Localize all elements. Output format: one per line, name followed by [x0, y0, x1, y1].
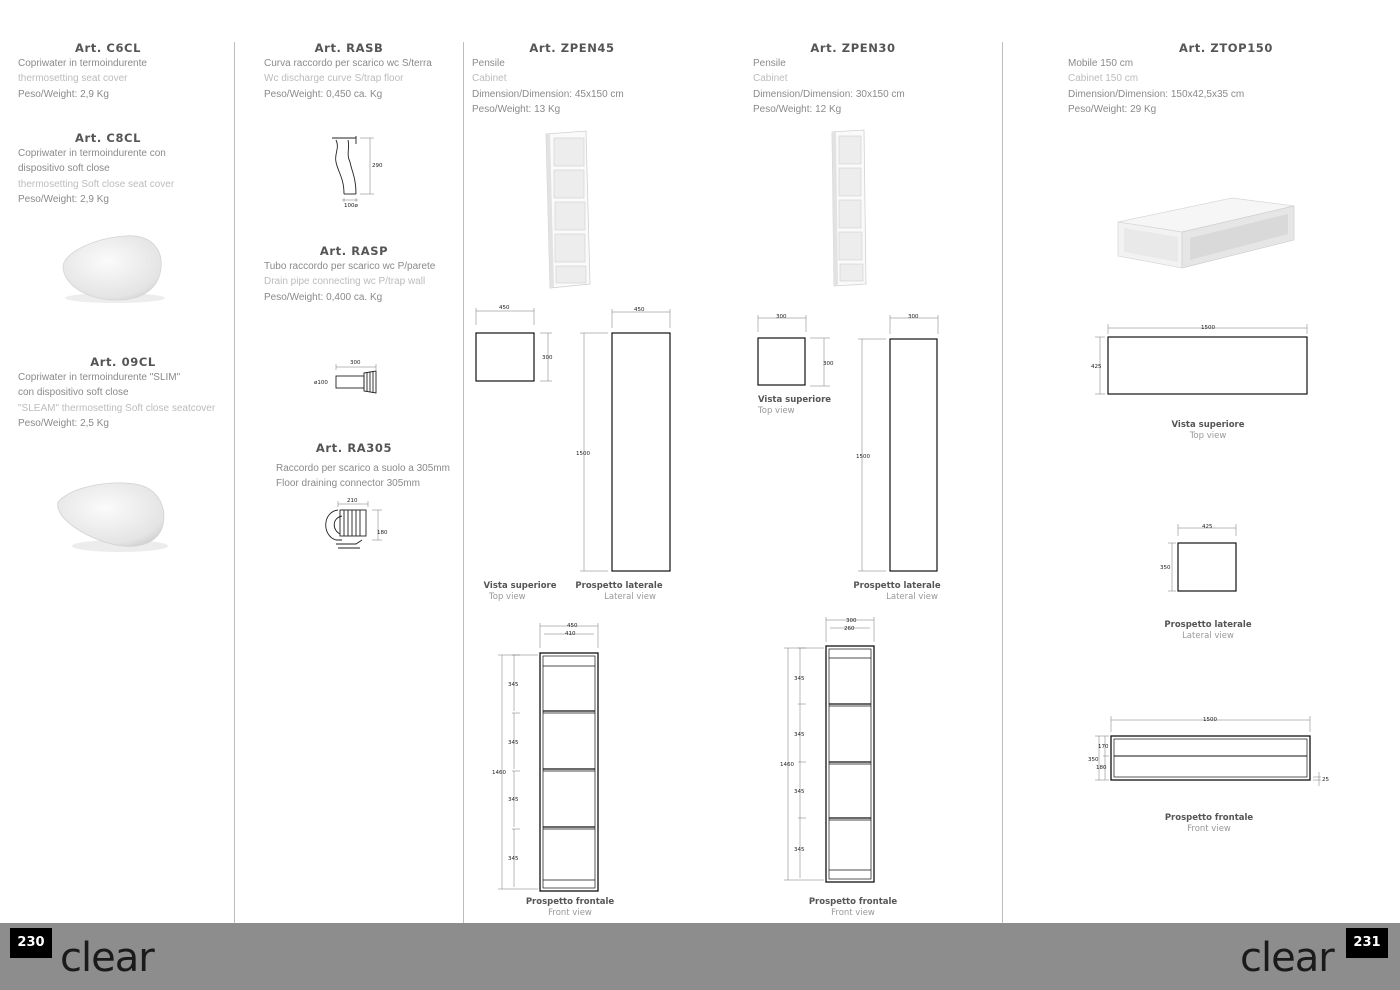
desc-line: Cabinet — [753, 73, 788, 85]
caption-zpen30-front — [803, 897, 903, 919]
dim-label: 345 — [508, 740, 519, 746]
article-title-ra305: Art. RA305 — [315, 441, 393, 455]
zpen30-front-view-drawing — [776, 612, 880, 890]
article-desc-zpen45 — [472, 56, 624, 117]
caption-it: Prospetto laterale — [575, 581, 663, 591]
footer-bar — [0, 923, 1400, 990]
desc-line: "SLEAM" thermosetting Soft close seatcover — [18, 402, 216, 414]
dim-label: 450 — [634, 307, 645, 313]
dim-label: 300 — [350, 360, 361, 366]
desc-line: Copriwater in termoindurente — [18, 58, 147, 69]
dim-label: 350 — [1160, 565, 1171, 571]
article-title-c8cl: Art. C8CL — [74, 131, 142, 145]
caption-it: Vista superiore — [758, 395, 832, 405]
desc-line: Peso/Weight: 12 Kg — [753, 103, 842, 115]
dim-label: 1500 — [1201, 325, 1215, 331]
desc-line: Drain pipe connecting wc P/trap wall — [264, 276, 426, 288]
article-title-c6cl: Art. C6CL — [74, 41, 142, 55]
desc-line: Pensile — [472, 58, 505, 69]
desc-line: Peso/Weight: 2,5 Kg — [18, 417, 109, 429]
brand-logo-left: clear — [60, 935, 154, 981]
desc-line: Floor draining connector 305mm — [276, 478, 420, 490]
desc-line: Curva raccordo per scarico wc S/terra — [264, 58, 432, 69]
caption-it: Prospetto frontale — [808, 897, 898, 907]
brand-logo-right: clear — [1240, 935, 1334, 981]
caption-zpen30-top — [758, 395, 832, 417]
dim-label: 260 — [844, 626, 855, 632]
caption-zpen45-front — [520, 897, 620, 919]
dim-label: 180 — [1096, 765, 1107, 771]
caption-en: Top view — [1189, 431, 1227, 441]
dim-label: ø100 — [314, 380, 328, 386]
desc-line: Peso/Weight: 13 Kg — [472, 103, 561, 115]
zpen30-top-view-drawing — [750, 310, 840, 392]
desc-line: Peso/Weight: 29 Kg — [1068, 103, 1157, 115]
desc-line: con dispositivo soft close — [18, 387, 129, 399]
desc-line: Raccordo per scarico a suolo a 305mm — [276, 463, 450, 474]
article-desc-ztop150 — [1068, 56, 1244, 117]
caption-ztop150-lateral — [1158, 620, 1258, 642]
dim-label: 290 — [372, 163, 383, 169]
article-title-zpen45: Art. ZPEN45 — [529, 41, 615, 55]
page-number-left: 230 — [10, 928, 52, 958]
caption-zpen30-lateral — [852, 581, 942, 603]
caption-en: Lateral view — [604, 592, 656, 602]
desc-line: dispositivo soft close — [18, 163, 110, 175]
dim-label: 450 — [567, 623, 578, 629]
dim-label: 425 — [1091, 364, 1102, 370]
dim-label: 345 — [794, 789, 805, 795]
zpen45-top-view-drawing — [468, 303, 558, 389]
article-desc-c6cl — [18, 56, 147, 102]
dim-label: 345 — [508, 797, 519, 803]
seat-cover-09cl-image — [50, 462, 180, 557]
ztop150-front-view-drawing — [1085, 710, 1335, 790]
desc-line: Cabinet — [472, 73, 507, 85]
dim-label: 180 — [377, 530, 388, 536]
ztop150-lateral-view-drawing — [1156, 518, 1246, 594]
desc-line: Pensile — [753, 58, 786, 69]
article-title-rasp: Art. RASP — [319, 244, 389, 258]
dim-label: 300 — [542, 355, 553, 361]
dim-label: 345 — [794, 676, 805, 682]
zpen45-product-image — [540, 128, 594, 290]
caption-en: Lateral view — [1182, 631, 1234, 641]
desc-line: Peso/Weight: 0,400 ca. Kg — [264, 291, 383, 303]
ztop150-product-image — [1112, 188, 1302, 278]
article-desc-rasp — [264, 259, 435, 305]
desc-line: Tubo raccordo per scarico wc P/parete — [264, 261, 436, 272]
dim-label: 410 — [565, 631, 576, 637]
desc-line: thermosetting Soft close seat cover — [18, 178, 175, 190]
zpen30-lateral-view-drawing — [850, 310, 942, 576]
dim-label: 345 — [794, 732, 805, 738]
article-title-ztop150: Art. ZTOP150 — [1178, 41, 1274, 55]
dim-label: 1500 — [576, 451, 590, 457]
desc-line: Copriwater in termoindurente con — [18, 148, 166, 159]
desc-line: Peso/Weight: 0,450 ca. Kg — [264, 88, 383, 100]
column-divider — [234, 42, 235, 923]
desc-line: Cabinet 150 cm — [1068, 73, 1139, 85]
caption-it: Vista superiore — [1171, 420, 1245, 430]
dim-label: 345 — [794, 847, 805, 853]
desc-line: Peso/Weight: 2,9 Kg — [18, 193, 109, 205]
dim-label: 300 — [846, 618, 857, 624]
article-desc-zpen30 — [753, 56, 905, 117]
dim-label: 450 — [499, 305, 510, 311]
article-title-09cl: Art. 09CL — [90, 355, 156, 369]
dim-label: 300 — [776, 314, 787, 320]
caption-it: Prospetto laterale — [853, 581, 941, 591]
caption-en: Top view — [758, 406, 795, 416]
zpen45-lateral-view-drawing — [574, 304, 674, 576]
caption-ztop150-front — [1158, 813, 1260, 835]
desc-line: thermosetting seat cover — [18, 73, 128, 85]
caption-en: Front view — [548, 908, 592, 918]
dim-label: 300 — [823, 361, 834, 367]
caption-zpen45-lateral — [574, 581, 664, 603]
caption-en: Top view — [489, 592, 526, 602]
desc-line: Dimension/Dimension: 45x150 cm — [472, 88, 624, 100]
caption-it: Prospetto laterale — [1164, 620, 1252, 630]
article-desc-09cl — [18, 370, 215, 431]
article-title-rasb: Art. RASB — [314, 41, 384, 55]
zpen45-front-view-drawing — [490, 618, 605, 896]
dim-label: 210 — [347, 498, 358, 504]
desc-line: Wc discharge curve S/trap floor — [264, 73, 404, 85]
seat-cover-c8cl-image — [55, 228, 175, 308]
caption-en: Front view — [1187, 824, 1231, 834]
dim-label: 1500 — [856, 454, 870, 460]
caption-en: Front view — [831, 908, 875, 918]
column-divider — [1002, 42, 1003, 923]
desc-line: Copriwater in termoindurente "SLIM" — [18, 372, 181, 383]
desc-line: Peso/Weight: 2,9 Kg — [18, 88, 109, 100]
dim-label: 1500 — [1203, 717, 1217, 723]
zpen30-product-image — [826, 126, 872, 290]
caption-it: Prospetto frontale — [525, 897, 615, 907]
desc-line: Dimension/Dimension: 150x42,5x35 cm — [1068, 88, 1245, 100]
dim-label: 1460 — [780, 762, 794, 768]
desc-line: Dimension/Dimension: 30x150 cm — [753, 88, 905, 100]
article-desc-c8cl — [18, 146, 174, 207]
dim-label: 345 — [508, 682, 519, 688]
desc-line: Mobile 150 cm — [1068, 58, 1134, 69]
dim-label: 1460 — [492, 770, 506, 776]
dim-label: 345 — [508, 856, 519, 862]
dim-label: 350 — [1088, 757, 1099, 763]
page-number-right: 231 — [1346, 928, 1388, 958]
dim-label: 170 — [1098, 744, 1109, 750]
rasb-technical-drawing — [322, 130, 392, 208]
dim-label: 425 — [1202, 524, 1213, 530]
article-desc-ra305 — [276, 461, 450, 492]
column-divider — [463, 42, 464, 923]
dim-label: 25 — [1322, 777, 1329, 783]
dim-label: 300 — [908, 314, 919, 320]
caption-it: Vista superiore — [483, 581, 557, 591]
ztop150-top-view-drawing — [1085, 318, 1315, 400]
rasp-technical-drawing — [310, 355, 390, 395]
caption-it: Prospetto frontale — [1164, 813, 1254, 823]
ra305-technical-drawing — [316, 496, 391, 554]
article-desc-rasb — [264, 56, 432, 102]
caption-ztop150-top — [1158, 420, 1258, 442]
caption-en: Lateral view — [886, 592, 938, 602]
caption-zpen45-top — [480, 581, 560, 603]
dim-label: 100ø — [344, 203, 358, 208]
article-title-zpen30: Art. ZPEN30 — [810, 41, 896, 55]
